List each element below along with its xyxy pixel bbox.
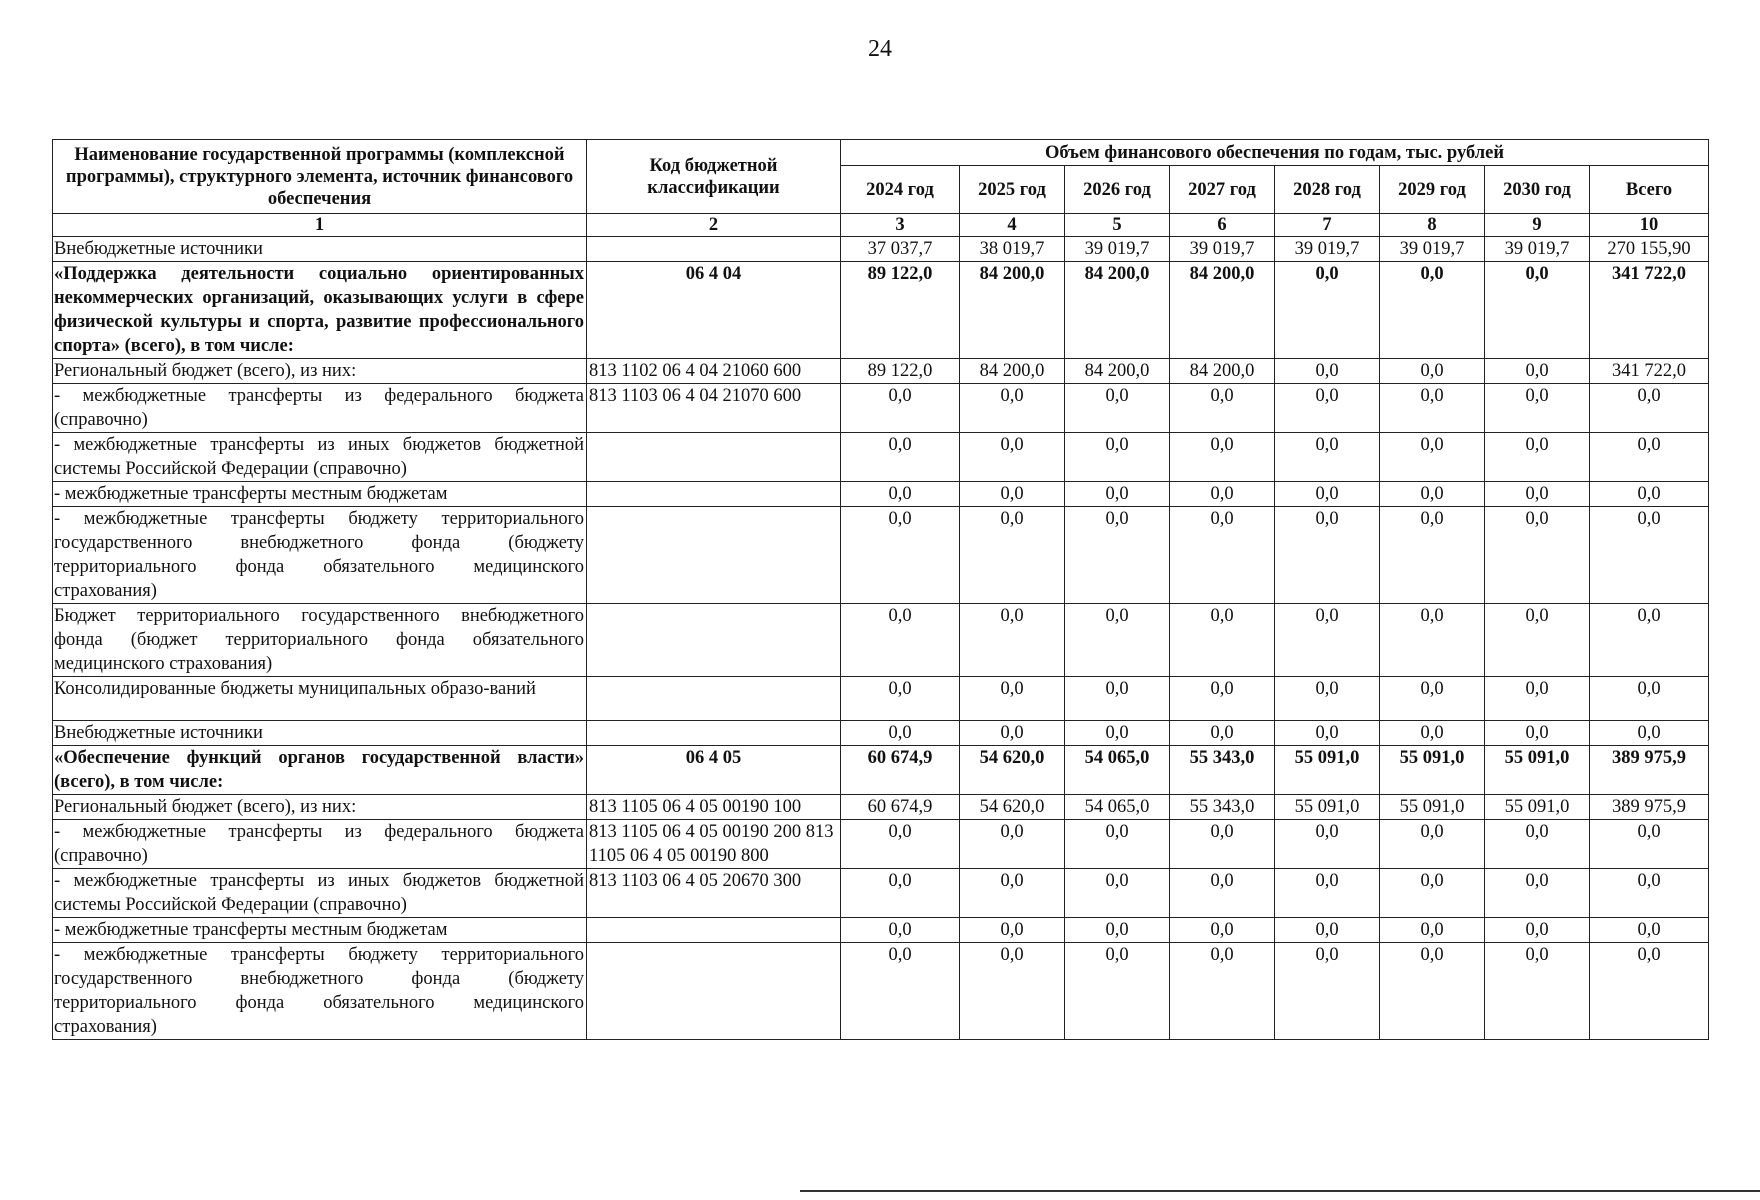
row-year-value: 0,0	[1170, 721, 1275, 746]
row-year-value: 55 091,0	[1275, 746, 1380, 795]
row-year-value: 0,0	[1275, 262, 1380, 359]
row-name: Консолидированные бюджеты муниципальных образо-ваний	[53, 677, 587, 721]
row-year-value: 0,0	[1170, 918, 1275, 943]
row-year-value: 39 019,7	[1380, 237, 1485, 262]
row-code	[587, 482, 841, 507]
row-year-value: 0,0	[841, 943, 960, 1040]
row-total-value: 0,0	[1590, 820, 1709, 869]
row-year-value: 0,0	[1485, 262, 1590, 359]
column-number: 2	[587, 214, 841, 237]
row-code	[587, 918, 841, 943]
row-year-value: 0,0	[1380, 482, 1485, 507]
row-year-value: 0,0	[1380, 820, 1485, 869]
row-year-value: 0,0	[1170, 507, 1275, 604]
row-name: - межбюджетные трансферты бюджету территориального государственного внебюджетного фонда (бюджету территориального фонда обязательного медицинского страхования)	[53, 943, 587, 1040]
row-year-value: 0,0	[841, 507, 960, 604]
row-name: Региональный бюджет (всего), из них:	[53, 795, 587, 820]
row-year-value: 0,0	[1485, 482, 1590, 507]
table-row	[53, 482, 1709, 507]
row-total-value: 0,0	[1590, 677, 1709, 721]
row-total-value: 0,0	[1590, 482, 1709, 507]
row-year-value: 84 200,0	[1065, 262, 1170, 359]
row-name: «Обеспечение функций органов государственной власти» (всего), в том числе:	[53, 746, 587, 795]
header-year: 2030 год	[1485, 166, 1590, 214]
row-name: - межбюджетные трансферты местным бюджетам	[53, 482, 587, 507]
row-year-value: 0,0	[1485, 918, 1590, 943]
row-total-value: 0,0	[1590, 943, 1709, 1040]
row-year-value: 55 091,0	[1380, 746, 1485, 795]
row-year-value: 0,0	[1275, 820, 1380, 869]
row-year-value: 0,0	[1065, 604, 1170, 677]
row-year-value: 0,0	[960, 384, 1065, 433]
column-number: 3	[841, 214, 960, 237]
row-year-value: 37 037,7	[841, 237, 960, 262]
header-year: 2028 год	[1275, 166, 1380, 214]
row-year-value: 0,0	[1170, 869, 1275, 918]
row-year-value: 84 200,0	[960, 262, 1065, 359]
row-total-value: 341 722,0	[1590, 262, 1709, 359]
row-code	[587, 943, 841, 1040]
row-year-value: 55 091,0	[1485, 795, 1590, 820]
row-year-value: 0,0	[1275, 943, 1380, 1040]
row-year-value: 0,0	[1065, 507, 1170, 604]
column-number: 4	[960, 214, 1065, 237]
row-year-value: 84 200,0	[1065, 359, 1170, 384]
row-year-value: 0,0	[841, 918, 960, 943]
row-code	[587, 677, 841, 721]
row-year-value: 54 065,0	[1065, 795, 1170, 820]
page-number: 24	[868, 36, 892, 62]
row-name: Региональный бюджет (всего), из них:	[53, 359, 587, 384]
row-year-value: 0,0	[960, 433, 1065, 482]
row-year-value: 0,0	[1275, 482, 1380, 507]
row-year-value: 84 200,0	[1170, 262, 1275, 359]
table-row	[53, 507, 1709, 604]
column-number: 1	[53, 214, 587, 237]
row-year-value: 0,0	[1275, 384, 1380, 433]
row-year-value: 0,0	[1170, 433, 1275, 482]
row-total-value: 0,0	[1590, 604, 1709, 677]
header-year: 2025 год	[960, 166, 1065, 214]
table-row	[53, 433, 1709, 482]
row-year-value: 0,0	[1275, 869, 1380, 918]
row-year-value: 0,0	[960, 943, 1065, 1040]
column-number: 6	[1170, 214, 1275, 237]
row-total-value: 0,0	[1590, 918, 1709, 943]
row-year-value: 0,0	[1065, 433, 1170, 482]
row-year-value: 0,0	[1170, 384, 1275, 433]
row-year-value: 0,0	[1275, 359, 1380, 384]
financing-table	[52, 139, 1709, 1040]
row-name: - межбюджетные трансферты местным бюджетам	[53, 918, 587, 943]
row-year-value: 0,0	[1065, 482, 1170, 507]
row-year-value: 55 091,0	[1485, 746, 1590, 795]
table-row	[53, 237, 1709, 262]
row-year-value: 0,0	[1380, 604, 1485, 677]
row-year-value: 60 674,9	[841, 746, 960, 795]
row-name: - межбюджетные трансферты из иных бюджетов бюджетной системы Российской Федерации (справочно)	[53, 433, 587, 482]
table-row	[53, 262, 1709, 359]
table-row	[53, 721, 1709, 746]
row-name: - межбюджетные трансферты бюджету территориального государственного внебюджетного фонда (бюджету территориального фонда обязательного медицинского страхования)	[53, 507, 587, 604]
row-code	[587, 507, 841, 604]
row-year-value: 89 122,0	[841, 262, 960, 359]
table-row	[53, 359, 1709, 384]
row-total-value: 0,0	[1590, 869, 1709, 918]
row-year-value: 0,0	[1380, 918, 1485, 943]
row-year-value: 54 620,0	[960, 746, 1065, 795]
row-year-value: 0,0	[960, 482, 1065, 507]
column-number: 8	[1380, 214, 1485, 237]
row-code: 813 1103 06 4 05 20670 300	[587, 869, 841, 918]
row-year-value: 0,0	[960, 677, 1065, 721]
column-number: 10	[1590, 214, 1709, 237]
row-total-value: 389 975,9	[1590, 795, 1709, 820]
row-code	[587, 604, 841, 677]
row-year-value: 0,0	[1065, 721, 1170, 746]
row-year-value: 39 019,7	[1065, 237, 1170, 262]
table-row	[53, 943, 1709, 1040]
table-row	[53, 746, 1709, 795]
row-name: Внебюджетные источники	[53, 237, 587, 262]
row-year-value: 38 019,7	[960, 237, 1065, 262]
row-year-value: 0,0	[1485, 721, 1590, 746]
row-year-value: 0,0	[1170, 604, 1275, 677]
table-row	[53, 384, 1709, 433]
row-year-value: 0,0	[1065, 820, 1170, 869]
row-year-value: 0,0	[1170, 482, 1275, 507]
row-year-value: 0,0	[841, 604, 960, 677]
header-year: 2024 год	[841, 166, 960, 214]
row-year-value: 0,0	[841, 482, 960, 507]
row-year-value: 60 674,9	[841, 795, 960, 820]
row-year-value: 54 620,0	[960, 795, 1065, 820]
header-year: 2027 год	[1170, 166, 1275, 214]
column-number: 7	[1275, 214, 1380, 237]
row-code: 06 4 04	[587, 262, 841, 359]
row-year-value: 0,0	[841, 869, 960, 918]
row-year-value: 0,0	[1380, 384, 1485, 433]
row-year-value: 0,0	[841, 677, 960, 721]
row-year-value: 0,0	[1380, 943, 1485, 1040]
row-total-value: 389 975,9	[1590, 746, 1709, 795]
row-code: 813 1105 06 4 05 00190 100	[587, 795, 841, 820]
row-code: 813 1103 06 4 04 21070 600	[587, 384, 841, 433]
row-year-value: 84 200,0	[960, 359, 1065, 384]
row-code	[587, 237, 841, 262]
row-name: Бюджет территориального государственного внебюджетного фонда (бюджет территориального фонда обязательного медицинского страхования)	[53, 604, 587, 677]
row-code	[587, 721, 841, 746]
row-year-value: 0,0	[1275, 433, 1380, 482]
table-row	[53, 918, 1709, 943]
row-year-value: 0,0	[1485, 869, 1590, 918]
table-row	[53, 604, 1709, 677]
row-year-value: 0,0	[1380, 262, 1485, 359]
row-year-value: 0,0	[841, 820, 960, 869]
row-year-value: 55 091,0	[1380, 795, 1485, 820]
header-total: Всего	[1590, 166, 1709, 214]
row-year-value: 0,0	[1485, 507, 1590, 604]
header-volume: Объем финансового обеспечения по годам, тыс. рублей	[841, 140, 1709, 166]
header-name: Наименование государственной программы (комплексной программы), структурного элемента, источник финансового обеспечения	[53, 140, 587, 214]
row-year-value: 0,0	[960, 721, 1065, 746]
row-total-value: 0,0	[1590, 433, 1709, 482]
row-year-value: 0,0	[1485, 359, 1590, 384]
row-year-value: 0,0	[1065, 677, 1170, 721]
column-number: 9	[1485, 214, 1590, 237]
row-year-value: 0,0	[1380, 721, 1485, 746]
row-year-value: 0,0	[1170, 820, 1275, 869]
row-year-value: 0,0	[1485, 943, 1590, 1040]
row-year-value: 0,0	[960, 869, 1065, 918]
row-year-value: 0,0	[1170, 677, 1275, 721]
row-year-value: 0,0	[1275, 721, 1380, 746]
row-year-value: 89 122,0	[841, 359, 960, 384]
row-year-value: 0,0	[1065, 918, 1170, 943]
row-year-value: 0,0	[1485, 384, 1590, 433]
row-year-value: 0,0	[1380, 507, 1485, 604]
row-year-value: 0,0	[1170, 943, 1275, 1040]
row-year-value: 0,0	[1485, 820, 1590, 869]
footer-rule	[800, 1190, 1760, 1192]
row-year-value: 0,0	[1380, 869, 1485, 918]
row-year-value: 0,0	[1485, 433, 1590, 482]
row-year-value: 0,0	[1065, 384, 1170, 433]
row-total-value: 0,0	[1590, 721, 1709, 746]
row-total-value: 0,0	[1590, 507, 1709, 604]
row-name: Внебюджетные источники	[53, 721, 587, 746]
row-year-value: 0,0	[960, 604, 1065, 677]
row-code: 813 1102 06 4 04 21060 600	[587, 359, 841, 384]
header-code: Код бюджетной классификации	[587, 140, 841, 214]
row-year-value: 0,0	[841, 721, 960, 746]
row-year-value: 39 019,7	[1275, 237, 1380, 262]
row-year-value: 0,0	[1485, 604, 1590, 677]
row-code	[587, 433, 841, 482]
row-year-value: 0,0	[1275, 918, 1380, 943]
row-code: 06 4 05	[587, 746, 841, 795]
row-year-value: 39 019,7	[1170, 237, 1275, 262]
table-row	[53, 795, 1709, 820]
row-year-value: 0,0	[960, 820, 1065, 869]
row-total-value: 0,0	[1590, 384, 1709, 433]
row-year-value: 55 343,0	[1170, 795, 1275, 820]
row-year-value: 84 200,0	[1170, 359, 1275, 384]
table-row	[53, 677, 1709, 721]
row-year-value: 54 065,0	[1065, 746, 1170, 795]
header-year: 2029 год	[1380, 166, 1485, 214]
row-year-value: 55 343,0	[1170, 746, 1275, 795]
row-year-value: 0,0	[1380, 359, 1485, 384]
row-year-value: 39 019,7	[1485, 237, 1590, 262]
row-year-value: 0,0	[1380, 677, 1485, 721]
row-name: - межбюджетные трансферты из федерального бюджета (справочно)	[53, 820, 587, 869]
table-row	[53, 820, 1709, 869]
row-year-value: 0,0	[1275, 507, 1380, 604]
header-year: 2026 год	[1065, 166, 1170, 214]
row-year-value: 55 091,0	[1275, 795, 1380, 820]
row-name: - межбюджетные трансферты из федерального бюджета (справочно)	[53, 384, 587, 433]
row-year-value: 0,0	[1275, 604, 1380, 677]
row-year-value: 0,0	[841, 384, 960, 433]
row-total-value: 270 155,90	[1590, 237, 1709, 262]
table-body	[53, 237, 1709, 1040]
table-row	[53, 869, 1709, 918]
row-year-value: 0,0	[1065, 943, 1170, 1040]
row-year-value: 0,0	[1485, 677, 1590, 721]
row-year-value: 0,0	[1275, 677, 1380, 721]
row-code: 813 1105 06 4 05 00190 200 813 1105 06 4 05 00190 800	[587, 820, 841, 869]
row-year-value: 0,0	[841, 433, 960, 482]
row-total-value: 341 722,0	[1590, 359, 1709, 384]
row-year-value: 0,0	[960, 507, 1065, 604]
column-number: 5	[1065, 214, 1170, 237]
row-year-value: 0,0	[960, 918, 1065, 943]
row-year-value: 0,0	[1065, 869, 1170, 918]
row-name: «Поддержка деятельности социально ориентированных некоммерческих организаций, оказывающих услуги в сфере физической культуры и спорта, развитие профессионального спорта» (всего), в том числе:	[53, 262, 587, 359]
row-year-value: 0,0	[1380, 433, 1485, 482]
row-name: - межбюджетные трансферты из иных бюджетов бюджетной системы Российской Федерации (справочно)	[53, 869, 587, 918]
